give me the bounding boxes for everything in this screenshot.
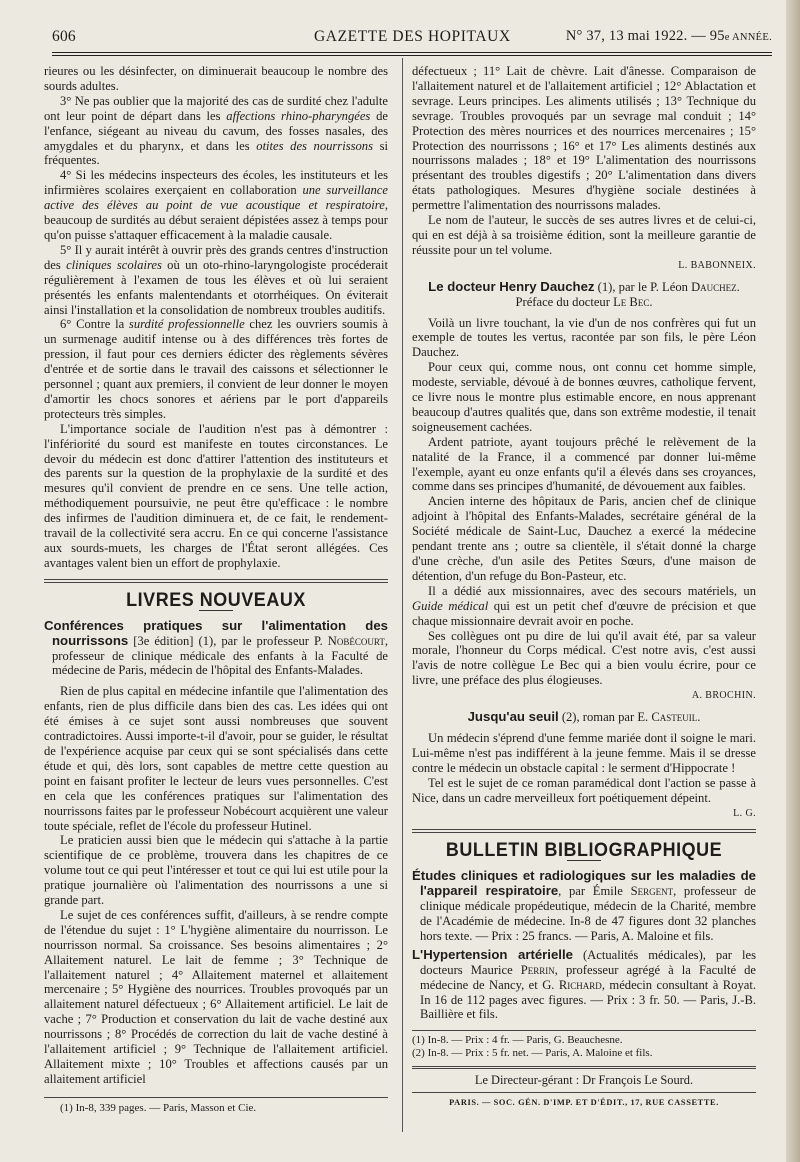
director-rule (412, 1066, 756, 1067)
printer-imprint: PARIS. — SOC. GÉN. D'IMP. ET D'ÉDIT., 17, RUE CASSETTE. (449, 1098, 719, 1108)
paragraph: Ses collègues ont pu dire de lui qu'il avait été, par sa valeur morale, l'honneur du Corps médical. C'est notre avis, c'est aussi l'avis de notre collègue Le Bec qui a bien voulu écrire, pour ce livre, une préface des plus élogieuses. (412, 628, 756, 688)
page-header (52, 28, 772, 50)
footnote-rule (44, 1097, 388, 1098)
book-entry-nobecourt: Conférences pratiques sur l'alimentation des nourrissons [3e édition] (1), par le professeur P. Nobécourt, professeur de clinique médicale des enfants à la Faculté de médecine de Paris, médecin de l'hôpital des Enfants-Malades. (44, 617, 388, 678)
paragraph: Tel est le sujet de ce roman paramédical dont l'action se passe à Nice, dans un cadre merveilleux fort poétiquement dépeint. (412, 775, 756, 805)
signature-brochin: A. BROCHIN. (691, 690, 756, 702)
paragraph: 6° Contre la surdité professionnelle chez les ouvriers soumis à un surmenage auditif intense ou à des différences très fortes de pression, il faut pour ces derniers édicter des règlements sévères d'entrée et de sortie dans le travail des caissons et sélectionner le personnel ; quant aux premiers, il convient de leur donner le moyen d'amortir les chocs sonores et aériens par le port d'appareils protecteurs très simples. (44, 317, 388, 421)
signature-babonneix: L. BABONNEIX. (678, 259, 756, 271)
paragraph: Le praticien aussi bien que le médecin qui s'attache à la partie scientifique de ce problème, trouvera dans les chapitres de ce volume tout ce qui peut l'intéresser et tout ce qui lui est utile pour la pratique journalière où l'alimentation des nourrissons a une si grande part. (44, 833, 388, 908)
paragraph: 4° Si les médecins inspecteurs des écoles, les instituteurs et les infirmières scolaires exerçaient en collaboration une surveillance active des élèves au point de vue acoustique et respiratoire, beaucoup de surdités au début seraient dépistées assez à temps pour qu'on puisse s'attaquer efficacement à la maladie causale. (44, 168, 388, 242)
director-line: Le Directeur-gérant : Dr François Le Sourd. (474, 1073, 694, 1088)
book-entry-dauchez: Le docteur Henry Dauchez (1), par le P. Léon Dauchez. Préface du docteur Le Bec. (428, 278, 740, 309)
paragraph: Pour ceux qui, comme nous, ont connu cet homme simple, modeste, serviable, dévoué à de bonnes œuvres, catholique fervent, ce livre nous le montre plus estimable encore, en nous apprenant beaucoup d'autres qualités que, dans son extrême modestie, il tenait soigneusement cachées. (412, 360, 756, 434)
journal-title: GAZETTE DES HOPITAUX (314, 28, 511, 45)
paragraph: Un médecin s'éprend d'une femme mariée dont il soigne le mari. Lui-même n'est pas indifférent à la jeune femme. Mais il se dresse contre le médecin un obstacle capital : le serment d'Hippocrate ! (412, 730, 756, 775)
issue-info: N° 37, 13 mai 1922. — 95e ANNÉE. (565, 28, 772, 44)
director-rule-2 (412, 1068, 756, 1069)
signature-lg: L. G. (733, 807, 756, 819)
page-number: 606 (52, 28, 76, 45)
bib-entry-sergent: Études cliniques et radiologiques sur les maladies de l'appareil respiratoire, par Émile Sergent, professeur de clinique médicale propédeutique, médecin de la Charité, membre de l'Académie de médecine. In-8 de 47 figures dont 32 planches hors texte. — Prix : 25 francs. — Paris, A. Maloine et fils. (412, 868, 756, 943)
column-divider (402, 58, 403, 1132)
paragraph: Ancien interne des hôpitaux de Paris, ancien chef de clinique adjoint à l'hôpital des Enfants-Malades, secrétaire général de la Société médicale de Saint-Luc, Dauchez a exercé la médecine pendant trente ans ; outre sa clientèle, il s'était donné la charge d'une crèche, d'un asile des Petites Sœurs, d'une maison de détention, d'un refuge du Bon-Pasteur, etc. (412, 494, 756, 583)
header-rule (52, 52, 772, 53)
footnote-2: (2) In-8. — Prix : 5 fr. net. — Paris, A. Maloine et fils. (412, 1047, 653, 1060)
imprint-rule (412, 1092, 756, 1093)
bib-entry-hypertension: L'Hypertension artérielle (Actualités médicales), par les docteurs Maurice Perrin, professeur agrégé à la Faculté de médecine de Nancy, et G. Richard, médecin consultant à Royat. In 16 de 112 pages avec figures. — Prix : 3 fr. 50. — Paris, J.-B. Baillière et fils. (412, 946, 756, 1022)
section-rule (44, 579, 388, 580)
header-rule-2 (52, 55, 772, 56)
footnote-rule (412, 1030, 756, 1031)
right-column (412, 64, 756, 1111)
paragraph: 5° Il y aurait intérêt à ouvrir près des grands centres d'instruction des cliniques scolaires où un oto-rhino-laryngologiste procéderait régulièrement à l'examen de tous les élèves et où lui seraient présentés les enfants malentendants et otorrhéiques. On éviterait ainsi l'installation et la consolidation de nombreux troubles auditifs. (44, 242, 389, 317)
page-edge-shadow (786, 0, 800, 1162)
paragraph: 3° Ne pas oublier que la majorité des cas de surdité chez l'adulte ont leur point de départ dans les affections rhino-pharyngées de l'enfance, siégeant au niveau du cavum, des fosses nasales, des amygdales et du pharynx, et dans les otites des nourrissons si fréquentes. (44, 93, 389, 168)
paragraph: Le nom de l'auteur, le succès de ses autres livres et de celui-ci, qui en est déjà à sa troisième édition, sont la meilleure garantie de réussite pour un tel volume. (412, 213, 756, 257)
paragraph: défectueux ; 11° Lait de chèvre. Lait d'ânesse. Comparaison de l'allaitement naturel et de l'allaitement artificiel ; 12° Ablactation et sevrage. Leurs principes. Les aliments utilisés ; 13° Technique du sevrage. Troubles provoqués par un sevrage mal conduit ; 14° Protection des mères nourrices et des nourrices mercenaires ; 15° Protection des nourrissons ; 16° et 17° Les aliments destinés aux nourrissons malades ; 18° et 19° L'alimentation des nourrissons présentant des troubles digestifs ; 20° L'alimentation dans divers états pathologiques. Mesures d'hygiène sociale destinées à permettre l'alimentation des nourrissons malades. (412, 64, 756, 213)
paragraph: Il a dédié aux missionnaires, avec des secours matériels, un Guide médical qui est un petit chef d'œuvre de précision et que chaque missionnaire devrait avoir en poche. (412, 583, 756, 628)
footnote-1: (1) In-8. — Prix : 4 fr. — Paris, G. Beauchesne. (412, 1034, 623, 1047)
left-column (44, 64, 388, 1115)
paragraph: Rien de plus capital en médecine infantile que l'alimentation des enfants, rien de plus difficile dans bien des cas. Les idées qui ont été émises à ce sujet sont aussi nombreuses que souvent contradictoires. Aussi importe-t-il d'avoir, pour se guider, le résultat de l'expérience acquise par ceux qui se sont spécialisés dans cette étude et qui, dès lors, sont capables de mettre cette question au point en faisant profiter le lecteur de leurs vues personnelles. C'est en cela que les conférences pratiques sur l'alimentation des nourrissons faites par le professeur Nobécourt acquièrent une valeur toute spéciale, reflet de l'école du professeur Hutinel. (44, 684, 388, 833)
section-rule-2 (44, 582, 388, 583)
book-entry-casteuil: Jusqu'au seuil (2), roman par E. Casteuil. (467, 709, 701, 725)
section-title-bulletin: BULLETIN BIBLIOGRAPHIQUE (445, 839, 723, 862)
section-rule-2 (412, 832, 756, 833)
paragraph: Le sujet de ces conférences suffit, d'ailleurs, à se rendre compte de l'étendue du sujet : 1° L'hygiène alimentaire du nourrisson. Le nourrisson normal. Sa croissance. Ses besoins alimentaires ; 2° Allaitement naturel. Le lait de femme ; 3° Technique de l'allaitement naturel ; 4° Allaitement maternel et allaitement mercenaire ; 5° Hygiène des nourrices. Troubles provoqués par un allaitement naturel défectueux ; 6° Allaitement artificiel. Le lait de vache ; 7° Production et conservation du lait de vache destiné aux nourrissons ; 8° Procédés de correction du lait de vache destiné à l'allaitement artificiel ; 9° Technique de l'allaitement artificiel. Allaitement mixte ; 10° Troubles et affections causés par un allaitement artificiel (44, 907, 388, 1086)
paragraph: Voilà un livre touchant, la vie d'un de nos confrères qui fut un exemple de toutes les vertus, racontée par son fils, le père Léon Dauchez. (412, 315, 756, 360)
section-title-livres-nouveaux: LIVRES NOUVEAUX (126, 588, 306, 611)
section-rule (412, 829, 756, 830)
paragraph: rieures ou les désinfecter, on diminuerait beaucoup le nombre des sourds adultes. (44, 64, 388, 93)
footnote: (1) In-8, 339 pages. — Paris, Masson et Cie. (60, 1101, 257, 1114)
paragraph: L'importance sociale de l'audition n'est pas à démontrer : l'infériorité du sourd est manifeste en toutes circonstances. Le devoir du médecin est donc d'attirer l'attention des instituteurs et des parents sur la question de la prophylaxie de la surdité et des mesures qu'il convient de prendre en ce sens. Une telle action, méthodiquement poursuivie, ne peut être qu'efficace : le nombre des infirmes de l'audition diminuera et, de ce fait, le rendement-travail de la collectivité sera accru. En ce qui concerne l'assistance aux sourds-muets, les charges de l'État seront allégées. Ces avantages valent bien un effort de prophylaxie. (44, 421, 388, 570)
paragraph: Ardent patriote, ayant toujours prêché le relèvement de la natalité de la France, il a commencé par donner lui-même l'exemple, ayant eu onze enfants qu'il a élevés dans ses croyances, comme dans ses principes d'humanité, de dévouement aux faibles. (412, 434, 756, 494)
